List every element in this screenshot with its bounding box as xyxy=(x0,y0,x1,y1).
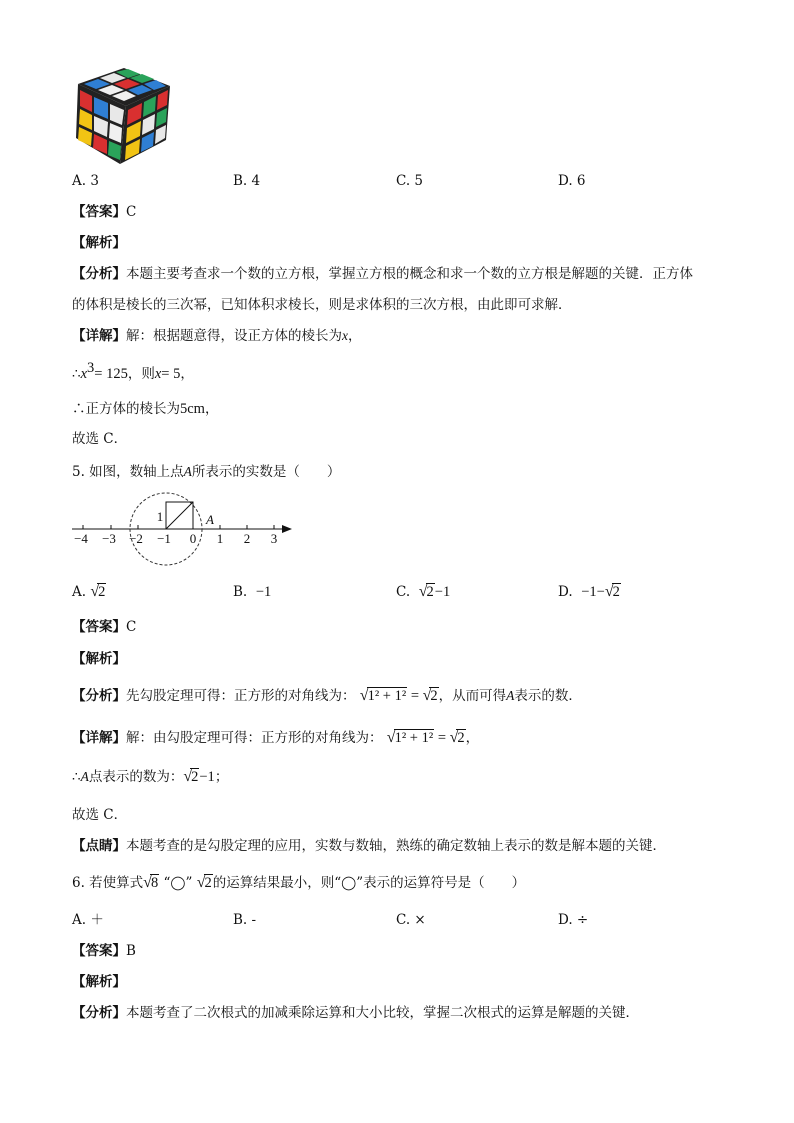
q4-fenxi-line-1 xyxy=(72,264,693,284)
q5-fenxi: 【分析】先勾股定理可得：正方形的对角线为： √1² + 1² = √2，从而可得A表示的数． xyxy=(72,687,582,704)
fenxi-end: 表示的数． xyxy=(514,688,582,704)
fenxi-text-1: 本题主要考查求一个数的立方根，掌握立方根的概念和求一个数的立方根是解题的关键．正方体 xyxy=(126,266,693,282)
radicand: 2 xyxy=(98,584,106,600)
q4-analysis-label: 【解析】 xyxy=(72,235,126,251)
q4-answer xyxy=(72,202,136,222)
stem-post: 所表示的实数是（ ） xyxy=(191,464,341,480)
fenxi-text: 本题考查了二次根式的加减乘除运算和大小比较，掌握二次根式的运算是解题的关键． xyxy=(126,1005,639,1021)
step-2-text: ∴正方体的棱长为 xyxy=(72,401,180,417)
detail-pre: 解：由勾股定理可得：正方形的对角线为： xyxy=(126,730,383,746)
stem-pre: 6. 若使算式 xyxy=(72,875,144,891)
tail: −1 xyxy=(199,769,215,785)
rubiks-cube-image xyxy=(72,62,176,168)
value: −1 xyxy=(255,584,272,600)
operator-placeholder: “◯” xyxy=(163,875,193,891)
detail-label: 【详解】 xyxy=(72,328,126,344)
detail-var: x xyxy=(342,328,348,343)
detail-end: ， xyxy=(348,328,362,344)
fenxi-pre: 先勾股定理可得：正方形的对角线为： xyxy=(126,688,356,704)
q5-option-d: D. −1−√2 xyxy=(558,583,620,600)
label: C. xyxy=(396,584,411,600)
q6-fenxi xyxy=(72,1003,639,1023)
eq-5: = 5 xyxy=(161,366,181,382)
var-x: x xyxy=(80,366,88,382)
label: A. xyxy=(72,584,87,600)
answer-value: B xyxy=(126,943,136,959)
q6-option-a: A. ＋ xyxy=(72,912,104,928)
option-b: B. 4 xyxy=(233,173,261,189)
tick-label: 2 xyxy=(243,531,251,546)
comment-text: 本题考查的是勾股定理的应用，实数与数轴，熟练的确定数轴上表示的数是解本题的关键． xyxy=(126,838,666,854)
number-line-figure xyxy=(70,490,300,570)
tick-label: −4 xyxy=(74,531,88,546)
tick-label: −1 xyxy=(157,531,171,546)
radicand: 2 xyxy=(191,769,199,785)
exp-3: 3 xyxy=(87,360,95,376)
q5-analysis-label: 【解析】 xyxy=(72,651,126,667)
q5-detail: 【详解】解：由勾股定理可得：正方形的对角线为： √1² + 1² = √2， xyxy=(72,729,480,746)
q5-answer xyxy=(72,617,136,637)
q5-option-c: C. √2−1 xyxy=(396,583,451,600)
option-d: D. 6 xyxy=(558,173,586,189)
q6-stem: 6. 若使算式√8 “◯” √2的运算结果最小，则“◯”表示的运算符号是（ ） xyxy=(72,874,526,891)
radicand-2: 2 xyxy=(204,875,212,891)
q5-option-a: A. √2 xyxy=(72,583,106,600)
q5-comment xyxy=(72,836,666,856)
tick-label: 3 xyxy=(270,531,278,546)
detail-text: 解：根据题意得，设正方体的棱长为 xyxy=(126,328,342,344)
q4-detail xyxy=(72,326,362,346)
q6-option-d: D. ÷ xyxy=(558,912,589,928)
answer-value: C xyxy=(126,204,137,220)
stem-pre: 5. 如图，数轴上点 xyxy=(72,464,184,480)
eq-125: = 125 xyxy=(94,366,128,382)
radicand-1: 8 xyxy=(150,875,159,891)
q4-step-2 xyxy=(72,399,218,419)
q4-fenxi-line-2: 的体积是棱长的三次幂，已知体积求棱长，则是求体积的三次方根，由此即可求解． xyxy=(72,297,572,313)
q4-conclusion: 故选 C． xyxy=(72,431,128,447)
var-x2: x xyxy=(154,366,162,382)
answer-value: C xyxy=(126,619,137,635)
label: D. xyxy=(558,584,573,600)
q5-conclusion: 故选 C． xyxy=(72,807,128,823)
label: B. xyxy=(233,584,248,600)
radicand-2: 2 xyxy=(430,688,438,704)
answer-label: 【答案】 xyxy=(72,619,126,635)
q6-analysis-label: 【解析】 xyxy=(72,974,126,990)
tick-label: −2 xyxy=(129,531,143,546)
step-2-end: ， xyxy=(204,401,219,417)
side-label: 1 xyxy=(156,509,164,524)
radicand: 1² + 1² xyxy=(367,688,407,704)
step-end: ， xyxy=(180,366,194,382)
comment-label: 【点睛】 xyxy=(72,838,126,854)
then-text: ，则 xyxy=(127,366,155,382)
therefore: ∴ xyxy=(72,769,81,785)
option-a: A. 3 xyxy=(72,173,99,189)
radicand: 1² + 1² xyxy=(394,730,434,746)
step-point: A xyxy=(80,769,89,784)
fenxi-label: 【分析】 xyxy=(72,266,126,282)
fenxi-post: ，从而可得 xyxy=(438,688,507,704)
answer-label: 【答案】 xyxy=(72,204,126,220)
step-end: ； xyxy=(214,769,229,785)
radicand: 2 xyxy=(612,584,620,600)
stem-mid: 的运算结果最小，则“◯”表示的运算符号是（ ） xyxy=(212,875,526,891)
q6-option-b: B. - xyxy=(233,912,257,928)
tick-label: 0 xyxy=(189,531,197,546)
fenxi-point: A xyxy=(506,688,515,703)
tick-label: −3 xyxy=(102,531,116,546)
stem-point: A xyxy=(183,464,192,479)
fenxi-label: 【分析】 xyxy=(72,688,126,704)
q6-option-c: C. × xyxy=(396,912,426,928)
step-mid: 点表示的数为： xyxy=(88,769,184,785)
eq: = xyxy=(410,688,420,704)
tick-label: 1 xyxy=(216,531,224,546)
therefore: ∴ xyxy=(72,366,81,382)
q5-stem xyxy=(72,462,340,482)
radicand-2: 2 xyxy=(457,730,465,746)
fenxi-label: 【分析】 xyxy=(72,1005,126,1021)
q5-option-b xyxy=(233,582,271,602)
head: −1− xyxy=(581,584,605,600)
point-label: A xyxy=(206,512,214,527)
option-c: C. 5 xyxy=(396,173,424,189)
radicand: 2 xyxy=(426,584,434,600)
eq: = xyxy=(437,730,447,746)
tail: −1 xyxy=(434,584,451,600)
detail-label: 【详解】 xyxy=(72,730,126,746)
edge-value: 5cm xyxy=(180,401,205,417)
q4-step-1 xyxy=(72,360,194,384)
q6-answer xyxy=(72,941,136,961)
q5-step: ∴A点表示的数为：√2−1； xyxy=(72,768,229,785)
answer-label: 【答案】 xyxy=(72,943,126,959)
detail-end: ， xyxy=(465,730,480,746)
